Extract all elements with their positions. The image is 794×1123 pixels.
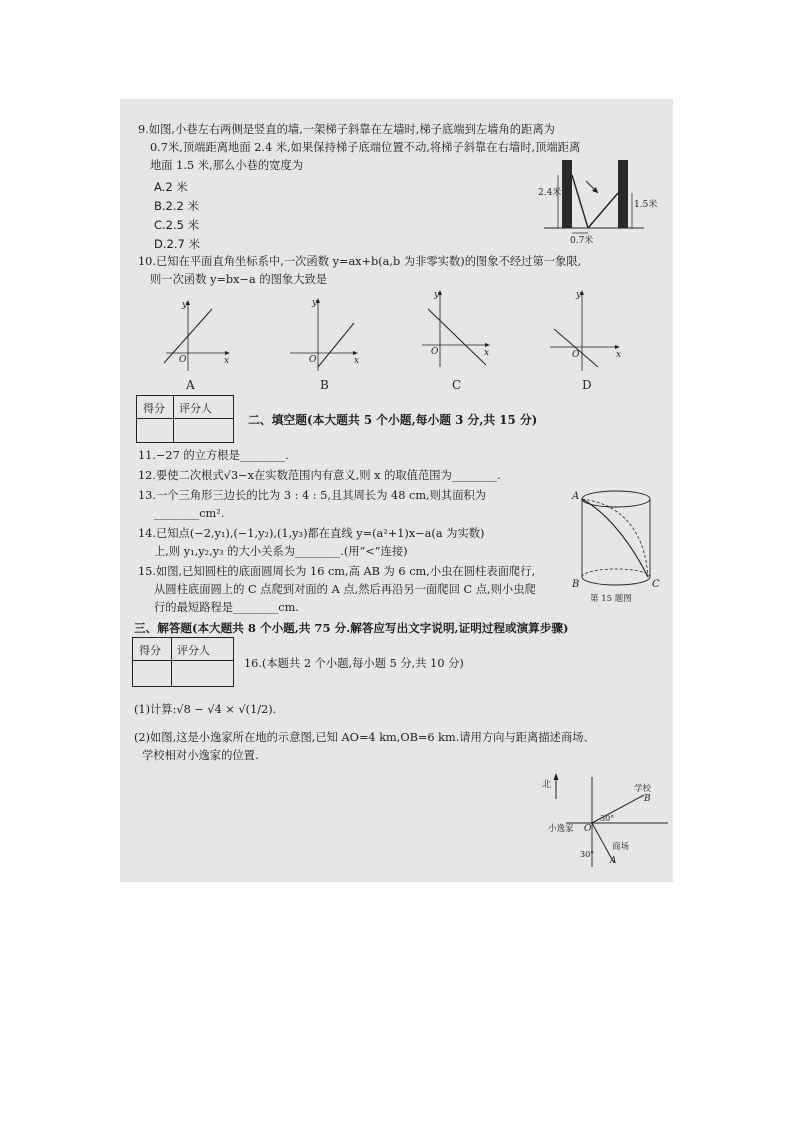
q9-fig-bottom-length: 0.7米 xyxy=(570,236,594,246)
q16-header: 16.(本题共 2 个小题,每小题 5 分,共 10 分) xyxy=(244,657,464,670)
q15-line-1: 15.如图,已知圆柱的底面圆周长为 16 cm,高 AB 为 6 cm,小虫在圆柱表面爬行, xyxy=(138,565,536,578)
q9-ladder-figure xyxy=(532,155,667,245)
angle-b-label: 30° xyxy=(600,814,615,823)
q15-line-2: 从圆柱底面圆上的 C 点爬到对面的 A 点,然后再沿另一面爬回 C 点,则小虫爬 xyxy=(154,583,536,596)
angle-a-label: 30° xyxy=(580,850,595,859)
origin-label: O xyxy=(309,355,317,365)
origin-label: O xyxy=(179,355,187,365)
axis-y-label: y xyxy=(312,298,318,308)
point-a-label: A xyxy=(610,856,617,866)
q10-graph-b[interactable] xyxy=(290,298,359,392)
q15-line-3: 行的最短路程是________cm. xyxy=(154,601,299,614)
q10-line-2: 则一次函数 y=bx−a 的图象大致是 xyxy=(150,273,328,286)
score-box-section-2 xyxy=(136,395,234,443)
q9-option-a[interactable]: A.2 米 xyxy=(154,180,188,194)
q12-text: 12.要使二次根式√3−x在实数范围内有意义,则 x 的取值范围为________. xyxy=(138,469,501,482)
q13-line-2: ________cm². xyxy=(154,507,225,520)
q14-line-1: 14.已知点(−2,y₁),(−1,y₂),(1,y₃)都在直线 y=(a²+1)x−a(a 为实数) xyxy=(138,527,485,540)
q15-cylinder-figure xyxy=(574,485,664,605)
score-label: 得分 xyxy=(143,402,165,415)
q16-part1-expression: √8 − √4 × √(1/2). xyxy=(176,703,277,716)
q9-option-d[interactable]: D.2.7 米 xyxy=(154,237,200,251)
q10-choice-b: B xyxy=(320,378,329,392)
q15-point-a: A xyxy=(572,491,580,502)
q9-fig-right-height: 1.5米 xyxy=(634,200,658,210)
q10-choice-a: A xyxy=(186,378,195,392)
mall-label: 商场 xyxy=(612,842,630,852)
school-label: 学校 xyxy=(634,784,652,794)
axis-x-label: x xyxy=(354,356,360,366)
q10-graphs xyxy=(158,289,638,394)
grader-label: 评分人 xyxy=(177,644,210,657)
origin-label: O xyxy=(572,350,580,360)
q10-choice-d: D xyxy=(582,378,592,392)
q16-location-figure xyxy=(540,771,665,871)
axis-x-label: x xyxy=(484,348,490,358)
home-label: 小逸家 xyxy=(548,824,574,834)
q9-fig-left-height: 2.4米 xyxy=(538,188,562,198)
q10-choice-c: C xyxy=(452,378,462,392)
score-box-section-3 xyxy=(132,637,234,687)
q15-point-c: C xyxy=(652,579,660,590)
q14-line-2: 上,则 y₁,y₂,y₃ 的大小关系为________.(用“<”连接) xyxy=(154,545,408,558)
score-label: 得分 xyxy=(139,644,161,657)
q10-graph-c[interactable] xyxy=(422,290,490,392)
north-label: 北 xyxy=(542,780,552,790)
axis-y-label: y xyxy=(434,290,440,300)
q15-caption: 第 15 题图 xyxy=(590,594,632,604)
q9-line-3: 地面 1.5 米,那么小巷的宽度为 xyxy=(150,159,304,172)
q13-line-1: 13.一个三角形三边长的比为 3 : 4 : 5,且其周长为 48 cm,则其面积为 xyxy=(138,489,487,502)
origin-label: O xyxy=(431,347,439,357)
q10-line-1: 10.已知在平面直角坐标系中,一次函数 y=ax+b(a,b 为非零实数)的图象不经过第一象限, xyxy=(138,255,582,268)
grader-label: 评分人 xyxy=(179,402,212,415)
q16-part1-prefix: (1)计算: xyxy=(134,703,177,716)
q16-part1 xyxy=(134,703,276,717)
q9-option-c[interactable]: C.2.5 米 xyxy=(154,218,200,232)
q9-line-2: 0.7米,顶端距离地面 2.4 米,如果保持梯子底端位置不动,将梯子斜靠在右墙时,顶端距离 xyxy=(150,141,581,154)
axis-y-label: y xyxy=(576,290,582,300)
q9-line-1: 9.如图,小巷左右两侧是竖直的墙,一架梯子斜靠在左墙时,梯子底端到左墙角的距离为 xyxy=(138,123,555,136)
q10-graph-d[interactable] xyxy=(550,290,621,392)
axis-x-label: x xyxy=(616,350,622,360)
section-2-title: 二、填空题(本大题共 5 个小题,每小题 3 分,共 15 分) xyxy=(248,413,538,427)
q15-point-b: B xyxy=(572,579,580,590)
point-b-label: B xyxy=(644,794,651,804)
q9-option-b[interactable]: B.2.2 米 xyxy=(154,199,199,213)
q11-text: 11.−27 的立方根是________. xyxy=(138,449,289,462)
q16-part2-line-1: (2)如图,这是小逸家所在地的示意图,已知 AO=4 km,OB=6 km.请用方向与距离描述商场、 xyxy=(134,731,595,744)
q16-part2-line-2: 学校相对小逸家的位置. xyxy=(142,749,259,762)
exam-paper xyxy=(120,99,673,882)
point-o-label: O xyxy=(584,824,592,834)
q10-graph-a[interactable] xyxy=(164,300,230,392)
section-3-title: 三、解答题(本大题共 8 个小题,共 75 分.解答应写出文字说明,证明过程或演算步骤) xyxy=(134,621,569,635)
axis-y-label: y xyxy=(182,300,188,310)
axis-x-label: x xyxy=(224,356,230,366)
